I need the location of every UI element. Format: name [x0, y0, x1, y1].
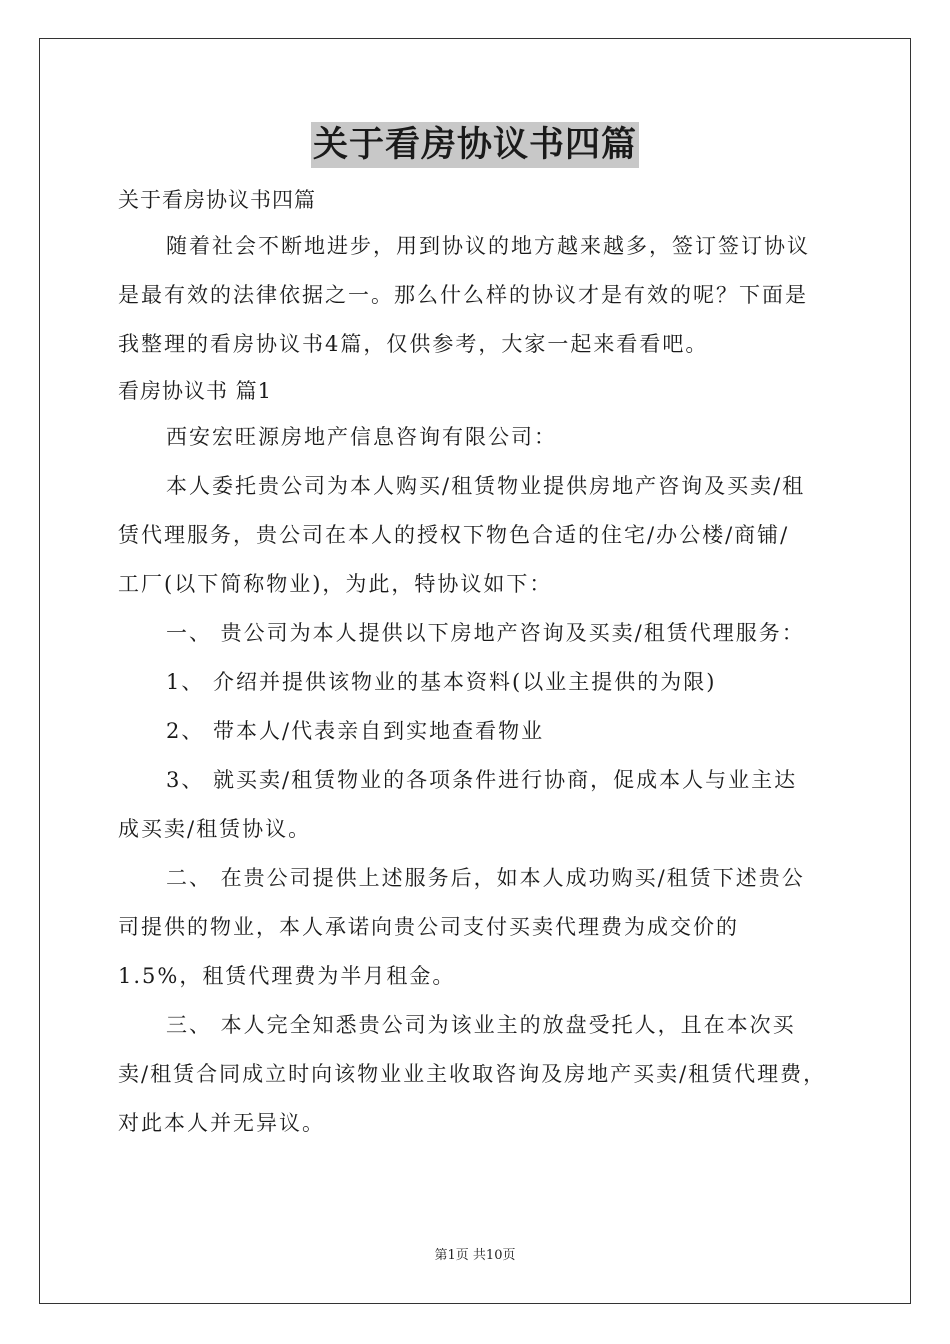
list-item: 2、 带本人/代表亲自到实地查看物业	[166, 719, 545, 743]
paragraph-line: 我整理的看房协议书4篇，仅供参考，大家一起来看看吧。	[118, 332, 709, 356]
paragraph-line: 三、 本人完全知悉贵公司为该业主的放盘受托人，且在本次买	[166, 1013, 796, 1037]
list-item: 3、 就买卖/租赁物业的各项条件进行协商，促成本人与业主达	[166, 768, 798, 792]
document-body	[118, 178, 834, 1148]
paragraph-line: 是最有效的法律依据之一。那么什么样的协议才是有效的呢？下面是	[118, 283, 808, 307]
paragraph-line: 对此本人并无异议。	[118, 1111, 325, 1135]
paragraph-line: 1.5%，租赁代理费为半月租金。	[118, 964, 456, 988]
subtitle-line: 关于看房协议书四篇	[118, 188, 316, 212]
title-container	[0, 122, 950, 168]
paragraph-line: 成买卖/租赁协议。	[118, 817, 312, 841]
paragraph-line: 随着社会不断地进步，用到协议的地方越来越多，签订签订协议	[166, 234, 810, 258]
paragraph-line: 司提供的物业，本人承诺向贵公司支付买卖代理费为成交价的	[118, 915, 739, 939]
paragraph-line: 一、 贵公司为本人提供以下房地产咨询及买卖/租赁代理服务：	[166, 621, 805, 645]
paragraph-line: 本人委托贵公司为本人购买/租赁物业提供房地产咨询及买卖/租	[166, 474, 806, 498]
paragraph-line: 工厂(以下简称物业)，为此，特协议如下：	[118, 572, 553, 596]
paragraph-line: 西安宏旺源房地产信息咨询有限公司：	[166, 425, 557, 449]
paragraph-line: 卖/租赁合同成立时向该物业业主收取咨询及房地产买卖/租赁代理费，	[118, 1062, 827, 1086]
list-item: 1、 介绍并提供该物业的基本资料(以业主提供的为限)	[166, 670, 717, 694]
paragraph-line: 赁代理服务，贵公司在本人的授权下物色合适的住宅/办公楼/商铺/	[118, 523, 790, 547]
page-footer: 第1页 共10页	[434, 1248, 516, 1263]
section-heading: 看房协议书 篇1	[118, 379, 273, 403]
paragraph-line: 二、 在贵公司提供上述服务后，如本人成功购买/租赁下述贵公	[166, 866, 805, 890]
document-title: 关于看房协议书四篇	[311, 122, 639, 168]
